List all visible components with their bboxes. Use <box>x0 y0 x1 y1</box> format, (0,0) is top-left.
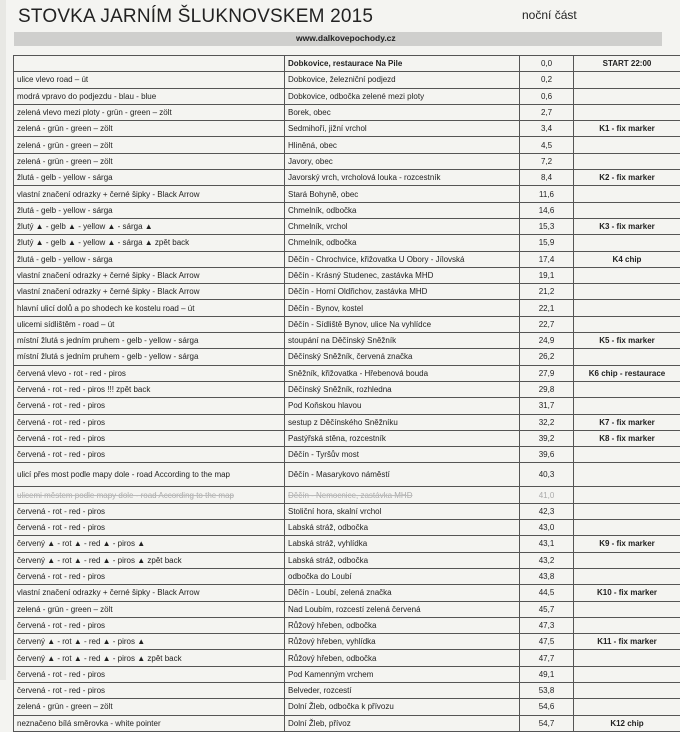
route-description <box>14 56 285 72</box>
table-row <box>14 267 680 283</box>
route-description: červená vlevo - rot - red - piros <box>14 365 285 381</box>
route-description: ulicemi městem podle mapy dole - road According to the map <box>14 487 285 503</box>
distance-km: 32,2 <box>520 414 574 430</box>
checkpoint-place: stoupání na Děčínský Sněžník <box>285 333 520 349</box>
table-row <box>14 666 680 682</box>
checkpoint-place: Pod Koňskou hlavou <box>285 398 520 414</box>
checkpoint-place: Děčín - Horní Oldřichov, zastávka MHD <box>285 284 520 300</box>
distance-km: 0,0 <box>520 56 574 72</box>
distance-km: 15,9 <box>520 235 574 251</box>
checkpoint-note <box>574 349 680 365</box>
distance-km: 0,2 <box>520 72 574 88</box>
website-url: www.dalkovepochody.cz <box>296 33 396 43</box>
table-row <box>14 218 680 234</box>
table-row <box>14 284 680 300</box>
distance-km: 43,1 <box>520 536 574 552</box>
distance-km: 27,9 <box>520 365 574 381</box>
table-row <box>14 487 680 503</box>
route-description: místní žlutá s jedním pruhem - gelb - yellow - sárga <box>14 333 285 349</box>
table-row <box>14 552 680 568</box>
checkpoint-note <box>574 447 680 463</box>
checkpoint-place: Děčín - Sídliště Bynov, ulice Na vyhlídce <box>285 316 520 332</box>
route-description: vlastní značení odrazky + černé šipky - Black Arrow <box>14 267 285 283</box>
route-description: žlutá - gelb - yellow - sárga <box>14 202 285 218</box>
distance-km: 4,5 <box>520 137 574 153</box>
checkpoint-place: Děčín - Tyršův most <box>285 447 520 463</box>
table-row <box>14 316 680 332</box>
distance-km: 24,9 <box>520 333 574 349</box>
distance-km: 11,6 <box>520 186 574 202</box>
checkpoint-note: K3 - fix marker <box>574 218 680 234</box>
checkpoint-note: K10 - fix marker <box>574 585 680 601</box>
distance-km: 0,6 <box>520 88 574 104</box>
distance-km: 26,2 <box>520 349 574 365</box>
distance-km: 39,2 <box>520 430 574 446</box>
checkpoint-note: K7 - fix marker <box>574 414 680 430</box>
distance-km: 44,5 <box>520 585 574 601</box>
route-description: červená - rot - red - piros <box>14 398 285 414</box>
route-description: ulicí přes most podle mapy dole - road According to the map <box>14 463 285 487</box>
checkpoint-place: Sedmihoří, jižní vrchol <box>285 121 520 137</box>
distance-km: 39,6 <box>520 447 574 463</box>
table-row <box>14 463 680 487</box>
table-row <box>14 430 680 446</box>
distance-km: 8,4 <box>520 170 574 186</box>
table-row <box>14 568 680 584</box>
checkpoint-place: Děčín - Chrochvice, křižovatka U Obory - Jílovská <box>285 251 520 267</box>
route-description: neznačeno bílá směrovka - white pointer <box>14 715 285 731</box>
checkpoint-place: Dolní Žleb, odbočka k přívozu <box>285 699 520 715</box>
checkpoint-place: Stoliční hora, skalní vrchol <box>285 503 520 519</box>
route-description: červený ▲ - rot ▲ - red ▲ - piros ▲ <box>14 634 285 650</box>
checkpoint-note: K1 - fix marker <box>574 121 680 137</box>
distance-km: 53,8 <box>520 682 574 698</box>
checkpoint-note <box>574 650 680 666</box>
checkpoint-place: Javory, obec <box>285 153 520 169</box>
checkpoint-note <box>574 267 680 283</box>
checkpoint-note <box>574 153 680 169</box>
checkpoint-note <box>574 568 680 584</box>
route-description: zelená - grün - green – zölt <box>14 153 285 169</box>
checkpoint-note: K4 chip <box>574 251 680 267</box>
route-description: zelená - grün - green – zölt <box>14 699 285 715</box>
table-row <box>14 381 680 397</box>
checkpoint-note <box>574 552 680 568</box>
checkpoint-place: Labská stráž, odbočka <box>285 520 520 536</box>
checkpoint-place: Dobkovice, železniční podjezd <box>285 72 520 88</box>
route-description: vlastní značení odrazky + černé šipky - Black Arrow <box>14 585 285 601</box>
distance-km: 40,3 <box>520 463 574 487</box>
checkpoint-place: Pastýřská stěna, rozcestník <box>285 430 520 446</box>
route-description: červená - rot - red - piros <box>14 503 285 519</box>
checkpoint-note <box>574 617 680 633</box>
table-row <box>14 365 680 381</box>
checkpoint-note <box>574 398 680 414</box>
checkpoint-place: Belveder, rozcestí <box>285 682 520 698</box>
route-description: zelená - grün - green – zölt <box>14 121 285 137</box>
table-row <box>14 682 680 698</box>
checkpoint-note <box>574 72 680 88</box>
distance-km: 31,7 <box>520 398 574 414</box>
checkpoint-note <box>574 300 680 316</box>
route-description: červená - rot - red - piros <box>14 682 285 698</box>
route-description: místní žlutá s jedním pruhem - gelb - yellow - sárga <box>14 349 285 365</box>
table-row <box>14 447 680 463</box>
distance-km: 49,1 <box>520 666 574 682</box>
table-row <box>14 699 680 715</box>
checkpoint-place: Děčín - Loubí, zelená značka <box>285 585 520 601</box>
route-description: vlastní značení odrazky + černé šipky - Black Arrow <box>14 284 285 300</box>
checkpoint-place: Hliněná, obec <box>285 137 520 153</box>
distance-km: 41,0 <box>520 487 574 503</box>
distance-km: 17,4 <box>520 251 574 267</box>
distance-km: 54,6 <box>520 699 574 715</box>
route-description: červený ▲ - rot ▲ - red ▲ - piros ▲ <box>14 536 285 552</box>
route-description: červená - rot - red - piros <box>14 414 285 430</box>
table-row <box>14 650 680 666</box>
distance-km: 43,2 <box>520 552 574 568</box>
checkpoint-place: Chmelník, odbočka <box>285 202 520 218</box>
checkpoint-note <box>574 104 680 120</box>
distance-km: 42,3 <box>520 503 574 519</box>
checkpoint-note <box>574 520 680 536</box>
table-row <box>14 585 680 601</box>
checkpoint-place: Děčín - Masarykovo náměstí <box>285 463 520 487</box>
route-description: zelená - grün - green – zölt <box>14 601 285 617</box>
table-row <box>14 186 680 202</box>
checkpoint-note <box>574 463 680 487</box>
route-description: žlutý ▲ - gelb ▲ - yellow ▲ - sárga ▲ zpět back <box>14 235 285 251</box>
checkpoint-note: K9 - fix marker <box>574 536 680 552</box>
checkpoint-note <box>574 284 680 300</box>
checkpoint-place: Děčínský Sněžník, rozhledna <box>285 381 520 397</box>
checkpoint-place: Nad Loubím, rozcestí zelená červená <box>285 601 520 617</box>
route-description: zelená vlevo mezi ploty - grün - green – zölt <box>14 104 285 120</box>
checkpoint-place: Dobkovice, odbočka zelené mezi ploty <box>285 88 520 104</box>
distance-km: 22,1 <box>520 300 574 316</box>
table-row <box>14 503 680 519</box>
route-description: červená - rot - red - piros !!! zpět back <box>14 381 285 397</box>
table-row <box>14 137 680 153</box>
distance-km: 54,7 <box>520 715 574 731</box>
checkpoint-note <box>574 88 680 104</box>
table-row <box>14 170 680 186</box>
checkpoint-place: Děčín - Nemocnice, zastávka MHD <box>285 487 520 503</box>
route-description: červená - rot - red - piros <box>14 430 285 446</box>
checkpoint-place: Dolní Žleb, přívoz <box>285 715 520 731</box>
table-row <box>14 56 680 72</box>
table-row <box>14 202 680 218</box>
checkpoint-note <box>574 503 680 519</box>
distance-km: 7,2 <box>520 153 574 169</box>
checkpoint-note <box>574 682 680 698</box>
checkpoint-place: Dobkovice, restaurace Na Pile <box>285 56 520 72</box>
checkpoint-place: Růžový hřeben, odbočka <box>285 650 520 666</box>
distance-km: 14,6 <box>520 202 574 218</box>
distance-km: 47,7 <box>520 650 574 666</box>
checkpoint-note <box>574 137 680 153</box>
route-description: červená - rot - red - piros <box>14 568 285 584</box>
distance-km: 47,5 <box>520 634 574 650</box>
table-row <box>14 536 680 552</box>
checkpoint-note <box>574 666 680 682</box>
checkpoint-place: sestup z Děčínského Sněžníku <box>285 414 520 430</box>
distance-km: 19,1 <box>520 267 574 283</box>
table-row <box>14 88 680 104</box>
checkpoint-note <box>574 316 680 332</box>
route-description: žlutý ▲ - gelb ▲ - yellow ▲ - sárga ▲ <box>14 218 285 234</box>
page-edge <box>0 0 6 680</box>
table-row <box>14 72 680 88</box>
table-row <box>14 235 680 251</box>
checkpoint-note <box>574 487 680 503</box>
route-description: ulicemi sídlištěm - road – út <box>14 316 285 332</box>
route-description: hlavní ulicí dolů a po shodech ke kostelu road – út <box>14 300 285 316</box>
table-row <box>14 634 680 650</box>
distance-km: 47,3 <box>520 617 574 633</box>
distance-km: 29,8 <box>520 381 574 397</box>
checkpoint-place: Javorský vrch, vrcholová louka - rozcestník <box>285 170 520 186</box>
table-row <box>14 601 680 617</box>
checkpoint-place: Děčín - Krásný Studenec, zastávka MHD <box>285 267 520 283</box>
page-subtitle: noční část <box>522 8 577 22</box>
page-title: STOVKA JARNÍM ŠLUKNOVSKEM 2015 <box>18 6 373 28</box>
distance-km: 21,2 <box>520 284 574 300</box>
checkpoint-place: Borek, obec <box>285 104 520 120</box>
distance-km: 22,7 <box>520 316 574 332</box>
checkpoint-place: Růžový hřeben, vyhlídka <box>285 634 520 650</box>
distance-km: 2,7 <box>520 104 574 120</box>
table-row <box>14 398 680 414</box>
checkpoint-note <box>574 202 680 218</box>
checkpoint-place: Pod Kamenným vrchem <box>285 666 520 682</box>
checkpoint-note: K11 - fix marker <box>574 634 680 650</box>
checkpoint-note <box>574 381 680 397</box>
checkpoint-place: Sněžník, křižovatka - Hřebenová bouda <box>285 365 520 381</box>
table-row <box>14 617 680 633</box>
route-description: žlutá - gelb - yellow - sárga <box>14 251 285 267</box>
distance-km: 43,0 <box>520 520 574 536</box>
route-description: červený ▲ - rot ▲ - red ▲ - piros ▲ zpět back <box>14 650 285 666</box>
route-description: červený ▲ - rot ▲ - red ▲ - piros ▲ zpět back <box>14 552 285 568</box>
table-row <box>14 121 680 137</box>
table-row <box>14 414 680 430</box>
table-row <box>14 333 680 349</box>
table-row <box>14 251 680 267</box>
route-table-body <box>14 56 680 732</box>
checkpoint-note: K5 - fix marker <box>574 333 680 349</box>
checkpoint-note: K2 - fix marker <box>574 170 680 186</box>
route-description: modrá vpravo do podjezdu - blau - blue <box>14 88 285 104</box>
route-description: vlastní značení odrazky + černé šipky - Black Arrow <box>14 186 285 202</box>
checkpoint-note: K6 chip - restaurace <box>574 365 680 381</box>
checkpoint-note <box>574 699 680 715</box>
checkpoint-place: Labská stráž, odbočka <box>285 552 520 568</box>
distance-km: 3,4 <box>520 121 574 137</box>
checkpoint-place: odbočka do Loubí <box>285 568 520 584</box>
route-description: červená - rot - red - piros <box>14 666 285 682</box>
table-row <box>14 349 680 365</box>
distance-km: 45,7 <box>520 601 574 617</box>
checkpoint-note: K12 chip <box>574 715 680 731</box>
table-row <box>14 520 680 536</box>
route-description: ulice vlevo road – út <box>14 72 285 88</box>
route-table <box>13 55 680 732</box>
checkpoint-note <box>574 601 680 617</box>
checkpoint-note <box>574 186 680 202</box>
table-row <box>14 104 680 120</box>
checkpoint-place: Chmelník, vrchol <box>285 218 520 234</box>
table-row <box>14 300 680 316</box>
checkpoint-note: K8 - fix marker <box>574 430 680 446</box>
checkpoint-place: Růžový hřeben, odbočka <box>285 617 520 633</box>
distance-km: 43,8 <box>520 568 574 584</box>
checkpoint-place: Děčín - Bynov, kostel <box>285 300 520 316</box>
route-description: žlutá - gelb - yellow - sárga <box>14 170 285 186</box>
route-description: červená - rot - red - piros <box>14 617 285 633</box>
checkpoint-note <box>574 235 680 251</box>
checkpoint-place: Děčínský Sněžník, červená značka <box>285 349 520 365</box>
checkpoint-place: Stará Bohyně, obec <box>285 186 520 202</box>
table-row <box>14 153 680 169</box>
checkpoint-note: START 22:00 <box>574 56 680 72</box>
distance-km: 15,3 <box>520 218 574 234</box>
route-description: červená - rot - red - piros <box>14 447 285 463</box>
table-row <box>14 715 680 731</box>
route-description: zelená - grün - green – zölt <box>14 137 285 153</box>
route-description: červená - rot - red - piros <box>14 520 285 536</box>
checkpoint-place: Labská stráž, vyhlídka <box>285 536 520 552</box>
checkpoint-place: Chmelník, odbočka <box>285 235 520 251</box>
